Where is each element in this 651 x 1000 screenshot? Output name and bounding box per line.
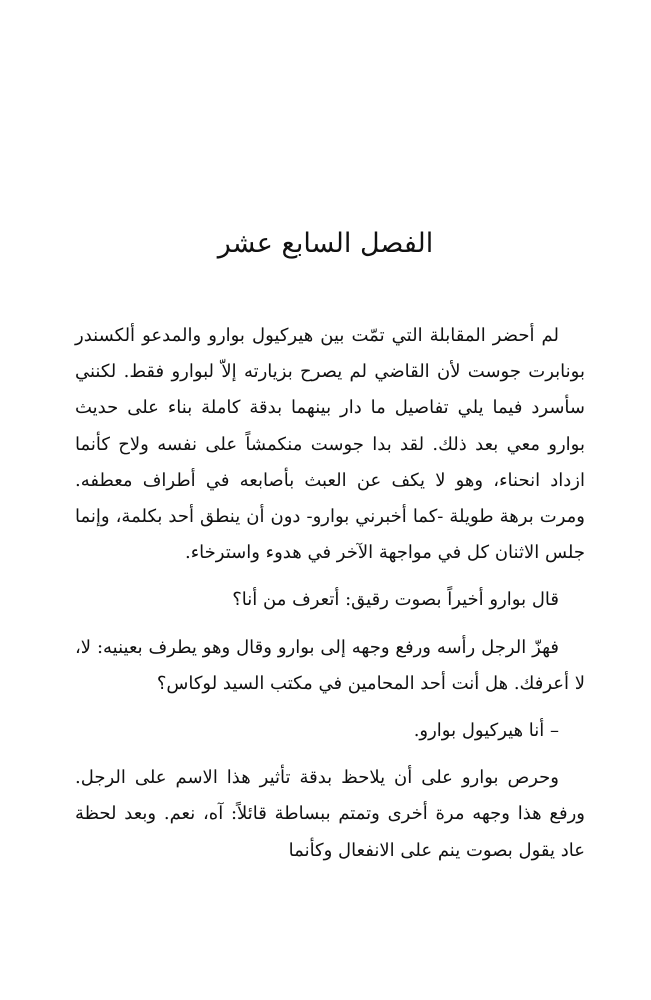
paragraph-3: فهزّ الرجل رأسه ورفع وجهه إلى بوارو وقال وهو يطرف بعينيه: لا، لا أعرفك. هل أنت أحد المحامين في مكتب السيد لوكاس؟ [75,636,585,694]
chapter-title: الفصل السابع عشر [217,228,434,259]
paragraph-4: – أنا هيركيول بوارو. [413,720,559,742]
chapter-body [75,318,585,869]
paragraph-5: وحرص بوارو على أن يلاحظ بدقة تأثير هذا الاسم على الرجل. ورفع هذا وجهه مرة أخرى وتمتم ببساطة قائلاً: آه، نعم. وبعد لحظة عاد يقول بصوت ينم على الانفعال وكأنما [75,767,585,861]
paragraph-2: قال بوارو أخيراً بصوت رقيق: أتعرف من أنا؟ [232,589,559,611]
paragraph-1: لم أحضر المقابلة التي تمّت بين هيركيول بوارو والمدعو ألكسندر بونابرت جوست لأن القاضي لم يصرح بزيارته إلاّ لبوارو فقط. لكنني سأسرد فيما يلي تفاصيل ما دار بينهما بدقة كاملة بناء على حديث بوارو معي بعد ذلك. لقد بدا جوست منكمشاً على نفسه ولاح كأنما ازداد انحناء، وهو لا يكف عن العبث بأصابعه في أطراف معطفه. ومرت برهة طويلة -كما أخبرني بوارو- دون أن ينطق أحد بكلمة، وإنما جلس الاثنان كل في مواجهة الآخر في هدوء واسترخاء. [75,325,585,564]
